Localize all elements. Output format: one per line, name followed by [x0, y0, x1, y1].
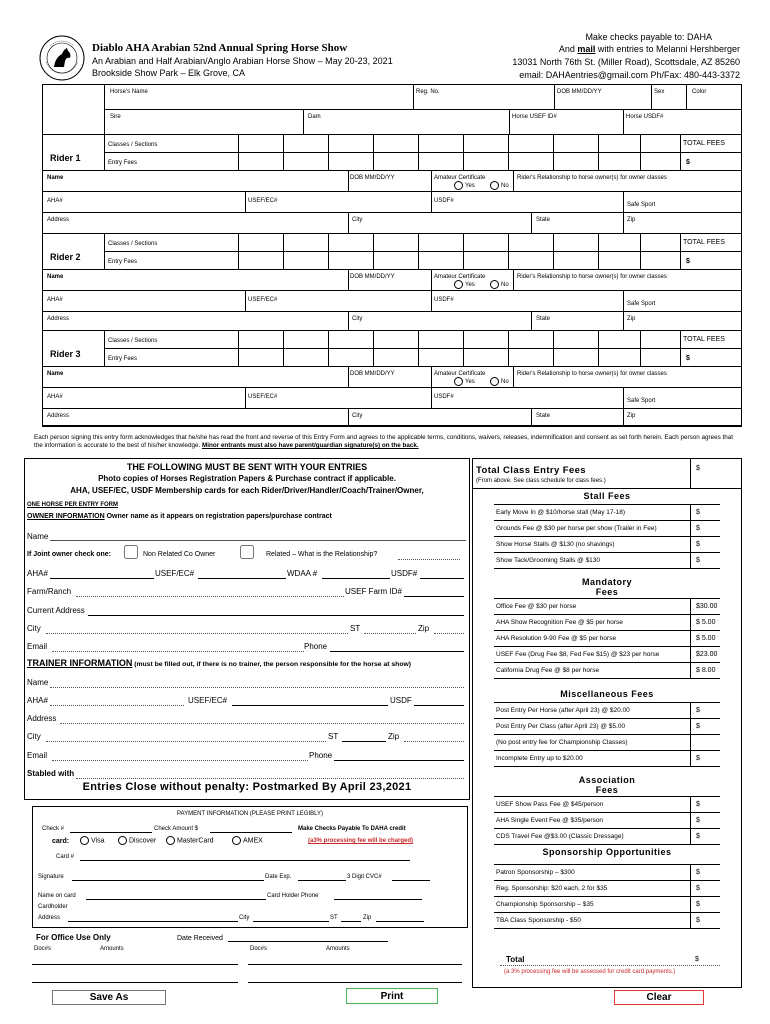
dam-label: Dam [308, 114, 321, 120]
fee-row-amount[interactable]: $ [696, 869, 700, 876]
relationship-label: Rider's Relationship to horse owner(s) for owner classes [517, 371, 667, 377]
fee-row [494, 521, 720, 537]
fee-section-title-text: Fees [595, 785, 619, 795]
trainer-phone-label: Phone [309, 751, 333, 760]
total-class-fees-note: (From above. See class schedule for class fees.) [476, 478, 606, 484]
fee-section-title [494, 845, 720, 865]
card-holder-phone-label: Card Holder Phone [267, 893, 319, 899]
check-no-label: Check # [42, 826, 65, 832]
fee-row-label: California Drug Fee @ $8 per horse [496, 667, 600, 674]
fee-row-label: AHA Resolution 9-90 Fee @ $5 per horse [496, 635, 617, 642]
rider-state-label: State [536, 413, 551, 419]
grand-total-amount: $ [695, 956, 699, 963]
owner-usef-label: USEF/EC# [155, 569, 195, 578]
fee-row-label: Show Tack/Grooming Stalls @ $130 [496, 557, 601, 564]
safe-sport-label: Safe Sport [627, 301, 656, 307]
fee-row-label: Post Entry Per Class (after April 23) @ $5.00 [496, 723, 626, 730]
fee-row-amount[interactable]: $ [696, 723, 700, 730]
one-horse-note: ONE HORSE PER ENTRY FORM [27, 502, 119, 508]
entries-close-notice: Entries Close without penalty: Postmarked By April 23,2021 [82, 781, 412, 793]
fee-row-amount[interactable]: $ [696, 541, 700, 548]
farm-label: Farm/Ranch [27, 587, 72, 596]
non-related-checkbox[interactable] [121, 545, 141, 559]
amex-option[interactable]: AMEX [232, 836, 263, 845]
rider-usef-label: USEF/EC# [248, 198, 278, 204]
amateur-cert-label: Amateur Certificate [434, 274, 486, 280]
owner-wdaa-label: WDAA # [287, 569, 318, 578]
fee-section-title-text: Mandatory [581, 577, 632, 587]
office-doc-label-2: Doc#s [250, 946, 268, 952]
rider-usdf-label: USDF# [434, 297, 454, 303]
rider-usdf-label: USDF# [434, 198, 454, 204]
classes-label: Classes / Sections [108, 142, 158, 148]
fee-row [494, 599, 720, 615]
no-radio-icon[interactable] [490, 280, 499, 289]
related-checkbox[interactable] [237, 545, 257, 559]
name-on-card-label: Name on card [38, 893, 76, 899]
cvc-label: 3 Digit CVC# [347, 874, 382, 880]
rider-state-label: State [536, 316, 551, 322]
owner-phone-label: Phone [304, 642, 328, 651]
fee-row-amount[interactable]: $ [696, 557, 700, 564]
fee-row-label: Championship Sponsorship – $35 [496, 901, 594, 908]
rider-dob-label: DOB MM/DD/YY [350, 175, 395, 181]
fee-row-label: CDS Travel Fee @$3.00 (Classic Dressage) [496, 833, 624, 840]
fee-row-amount[interactable]: $ 5.00 [696, 619, 716, 626]
rider-aha-label: AHA# [47, 198, 63, 204]
mastercard-option[interactable]: MasterCard [166, 836, 214, 845]
amateur-no-option[interactable]: No [490, 181, 509, 190]
fee-row [494, 631, 720, 647]
total-class-fees-label: Total Class Entry Fees [476, 465, 586, 476]
checks-payable: Make checks payable to: DAHA [585, 32, 712, 42]
contact-email: email: DAHAentries@gmail.com Ph/Fax: 480-443-3372 [519, 70, 740, 80]
fee-row-amount[interactable]: $30.00 [696, 603, 718, 610]
fee-row-label: USEF Show Pass Fee @ $45/person [496, 801, 604, 808]
rider-name-label: Name [47, 274, 64, 280]
no-radio-icon[interactable] [490, 181, 499, 190]
horse-usef-label: Horse USEF ID# [512, 114, 557, 120]
card-st-label: ST [330, 915, 338, 921]
total-class-fees-amount: $ [696, 465, 700, 472]
fee-row-amount[interactable]: $ 5.00 [696, 635, 716, 642]
fee-row [494, 751, 720, 767]
amex-radio-icon[interactable] [232, 836, 241, 845]
card-city-label: City [239, 915, 250, 921]
rider-name-label: Name [47, 371, 64, 377]
rider-usdf-label: USDF# [434, 394, 454, 400]
fee-row-label: Grounds Fee @ $30 per horse per show (Trailer in Fee) [496, 525, 657, 532]
fee-row [494, 813, 720, 829]
rider-aha-label: AHA# [47, 394, 63, 400]
fee-row-label: Incomplete Entry up to $20.00 [496, 755, 583, 762]
rider-name-label: Name [47, 175, 64, 181]
classes-label: Classes / Sections [108, 338, 158, 344]
office-doc-label-1: Doc#s [34, 946, 52, 952]
grand-total-label: Total [506, 955, 525, 964]
yes-radio-icon[interactable] [454, 377, 463, 386]
trainer-name-label: Name [27, 678, 49, 687]
fee-row-amount[interactable]: $ [696, 817, 700, 824]
photo-copies-note: Photo copies of Horses Registration Papers & Purchase contract if applicable. [98, 474, 396, 483]
trainer-info: TRAINER INFORMATION (must be filled out, if there is no trainer, the person responsible for the horse at show) [27, 658, 412, 668]
fee-row [494, 797, 720, 813]
total-fees-label: TOTAL FEES [683, 239, 725, 246]
fee-row-amount[interactable]: $ [696, 917, 700, 924]
payment-header: PAYMENT INFORMATION (PLEASE PRINT LEGIBLY) [176, 811, 324, 817]
owner-zip-label: Zip [418, 624, 430, 633]
fee-row-label: USEF Fee (Drug Fee $8, Fed Fee $15) @ $23 per horse [496, 651, 660, 658]
yes-radio-icon[interactable] [454, 181, 463, 190]
trainer-city-label: City [27, 732, 41, 741]
mail-address: 13031 North 76th St. (Miller Road), Scottsdale, AZ 85260 [512, 57, 740, 67]
yes-radio-icon[interactable] [454, 280, 463, 289]
no-radio-icon[interactable] [490, 377, 499, 386]
fee-row-amount[interactable]: $ [696, 885, 700, 892]
owner-name-input[interactable] [50, 530, 466, 541]
fee-row [494, 865, 720, 881]
date-received-label: Date Received [177, 935, 223, 942]
owner-trainer-box [24, 458, 470, 800]
fee-row [494, 719, 720, 735]
usef-farm-label: USEF Farm ID# [345, 587, 402, 596]
rider-zip-label: Zip [627, 413, 636, 419]
fee-row-amount[interactable]: $ [696, 833, 700, 840]
rider-address-label: Address [47, 217, 70, 223]
rider-zip-label: Zip [627, 316, 636, 322]
rider-dob-label: DOB MM/DD/YY [350, 274, 395, 280]
fee-row-label: Post Entry Per Horse (after April 23) @ $20.00 [496, 707, 630, 714]
show-title: Diablo AHA Arabian 52nd Annual Spring Horse Show [92, 42, 348, 54]
rider-label: Rider 2 [50, 252, 81, 262]
reg-no-label: Reg. No. [416, 89, 440, 95]
rider-zip-label: Zip [627, 217, 636, 223]
non-related-label: Non Related Co Owner [143, 551, 216, 558]
fee-row-label: AHA Show Recognition Fee @ $5 per horse [496, 619, 623, 626]
payable-note: Make Checks Payable To DAHA credit [298, 826, 406, 832]
amateur-cert-label: Amateur Certificate [434, 371, 486, 377]
fee-section-title-text: Fees [595, 587, 619, 597]
owner-usdf-label: USDF# [391, 569, 418, 578]
fee-row-label: TBA Class Sponsorship - $50 [496, 917, 581, 924]
amateur-yes-option[interactable]: Yes [454, 181, 475, 190]
show-location: Brookside Show Park – Elk Grove, CA [92, 68, 246, 78]
fee-row [494, 663, 720, 679]
clear-button[interactable]: Clear [614, 990, 704, 1005]
joint-owner-label: If Joint owner check one: [27, 551, 112, 558]
total-fees-dollar: $ [686, 355, 690, 362]
check-amount-label: Check Amount $ [154, 826, 199, 832]
rider-dob-label: DOB MM/DD/YY [350, 371, 395, 377]
daha-logo [38, 34, 86, 82]
fee-section-title [494, 489, 720, 505]
safe-sport-label: Safe Sport [627, 202, 656, 208]
relationship-label: Rider's Relationship to horse owner(s) for owner classes [517, 175, 667, 181]
mastercard-radio-icon[interactable] [166, 836, 175, 845]
fee-row [494, 881, 720, 897]
horse-color-label: Color [692, 89, 707, 95]
must-send-heading: THE FOLLOWING MUST BE SENT WITH YOUR ENTRIES [126, 462, 368, 472]
total-fees-label: TOTAL FEES [683, 336, 725, 343]
fee-row-amount[interactable]: $ [696, 755, 700, 762]
fee-section-title [494, 773, 720, 797]
fee-row-amount[interactable]: $ [696, 801, 700, 808]
fee-row-label: Early Move In @ $10/horse stall (May 17-18) [496, 509, 626, 516]
fee-row [494, 553, 720, 569]
amateur-no-option[interactable]: No [490, 280, 509, 289]
rider-city-label: City [352, 316, 363, 322]
relationship-label: Rider's Relationship to horse owner(s) for owner classes [517, 274, 667, 280]
card-address-label: Address [38, 915, 61, 921]
fee-row [494, 537, 720, 553]
processing-note: (a3% processing fee will be charged) [308, 838, 414, 844]
office-use-title: For Office Use Only [36, 933, 111, 942]
trainer-aha-label: AHA# [27, 696, 48, 705]
discover-option[interactable]: Discover [118, 836, 156, 845]
cardholder-label: Cardholder [38, 904, 68, 910]
trainer-usdf-label: USDF [390, 696, 412, 705]
fee-row-label: Show Horse Stalls @ $130 (no shavings) [496, 541, 615, 548]
date-exp-label: Date Exp. [265, 874, 292, 880]
trainer-zip-label: Zip [388, 732, 400, 741]
rider-usef-label: USEF/EC# [248, 394, 278, 400]
card-zip-label: Zip [363, 915, 372, 921]
show-subtitle: An Arabian and Half Arabian/Anglo Arabian Horse Show – May 20-23, 2021 [92, 56, 393, 66]
logo-seal-icon [38, 34, 86, 82]
total-fees-label: TOTAL FEES [683, 140, 725, 147]
entry-fees-label: Entry Fees [108, 356, 138, 362]
fee-row [494, 615, 720, 631]
fee-row [494, 703, 720, 719]
reg-no-input[interactable] [415, 96, 552, 108]
office-amounts-label-1: Amounts [100, 946, 124, 952]
fee-row-label: (No post entry fee for Championship Classes) [496, 739, 628, 746]
fee-row-amount[interactable]: $23.00 [696, 651, 718, 658]
rider-usef-label: USEF/EC# [248, 297, 278, 303]
rider-aha-label: AHA# [47, 297, 63, 303]
fee-row-label: Patron Sponsorship – $300 [496, 869, 575, 876]
horse-sex-label: Sex [654, 89, 665, 95]
fee-row-label: Office Fee @ $30 per horse [496, 603, 577, 610]
office-amounts-label-2: Amounts [326, 946, 350, 952]
classes-label: Classes / Sections [108, 241, 158, 247]
fee-row-amount[interactable]: $ 8.00 [696, 667, 716, 674]
trainer-email-label: Email [27, 751, 48, 760]
fee-section-title [494, 687, 720, 703]
horse-name-input[interactable] [106, 96, 411, 108]
fee-row [494, 505, 720, 521]
horse-usdf-label: Horse USDF# [626, 114, 664, 120]
signature-label: Signature [38, 874, 64, 880]
rider-state-label: State [536, 217, 551, 223]
trainer-st-label: ST [328, 732, 339, 741]
fee-row-amount[interactable]: $ [696, 525, 700, 532]
sire-label: Sire [110, 114, 121, 120]
horse-name-label: Horse's Name [110, 89, 148, 95]
fee-row-label: AHA Single Event Fee @ $35/person [496, 817, 604, 824]
rider-city-label: City [352, 217, 363, 223]
owner-email-label: Email [27, 642, 48, 651]
entry-fees-label: Entry Fees [108, 259, 138, 265]
mail-line: And mail with entries to Melanni Hershberger [558, 44, 740, 54]
rider-address-label: Address [47, 316, 70, 322]
visa-option[interactable]: Visa [80, 836, 105, 845]
fee-section-title-text: Association [578, 775, 636, 785]
fee-section-title-text: Miscellaneous Fees [560, 689, 654, 699]
trainer-address-label: Address [27, 714, 57, 723]
entry-fees-label: Entry Fees [108, 160, 138, 166]
fee-row [494, 647, 720, 663]
fee-section-title-text: Sponsorship Opportunities [542, 847, 672, 857]
amateur-yes-option[interactable]: Yes [454, 280, 475, 289]
rider-label: Rider 3 [50, 349, 81, 359]
total-fees-dollar: $ [686, 258, 690, 265]
related-label: Related – What is the Relationship? [266, 551, 378, 558]
fee-row-amount[interactable]: $ [696, 707, 700, 714]
fee-row [494, 897, 720, 913]
owner-aha-label: AHA# [27, 569, 48, 578]
amateur-yes-option[interactable]: Yes [454, 377, 475, 386]
rider-city-label: City [352, 413, 363, 419]
current-address-label: Current Address [27, 606, 85, 615]
visa-radio-icon[interactable] [80, 836, 89, 845]
owner-name-label: Name [27, 532, 49, 541]
fee-section-title-text: Stall Fees [583, 491, 631, 501]
agreement-text: Each person signing this entry form acknowledges that he/she has read the front and reverse of this Entry Form and agrees to the applicable terms, conditions, waivers, releases, indemnification and consent as set forth herein. Each person agrees that the information is accurate to the best of his/her knowledge. Minor entrants must also have parent/guardian signature(s) on the back. [34, 434, 733, 449]
fee-row-label: Reg. Sponsorship: $20 each, 2 for $35 [496, 885, 608, 892]
owner-info: OWNER INFORMATION Owner name as it appears on registration papers/purchase contract [27, 513, 332, 520]
credit-card-note: (a 3% processing fee will be assessed for credit card payments.) [504, 969, 676, 975]
fee-row-amount[interactable]: $ [696, 509, 700, 516]
membership-note: AHA, USEF/EC, USDF Membership cards for each Rider/Driver/Handler/Coach/Trainer/Owner, [70, 486, 424, 495]
owner-city-label: City [27, 624, 41, 633]
amateur-cert-label: Amateur Certificate [434, 175, 486, 181]
fee-row-amount[interactable]: $ [696, 901, 700, 908]
discover-radio-icon[interactable] [118, 836, 127, 845]
save-as-button[interactable]: Save As [52, 990, 166, 1005]
fee-row [494, 829, 720, 845]
amateur-no-option[interactable]: No [490, 377, 509, 386]
card-label: card: [52, 838, 70, 845]
total-fees-dollar: $ [686, 159, 690, 166]
horse-dob-label: DOB MM/DD/YY [557, 89, 602, 95]
owner-st-label: ST [350, 624, 361, 633]
fee-row [494, 913, 720, 929]
rider-address-label: Address [47, 413, 70, 419]
trainer-usef-label: USEF/EC# [188, 696, 228, 705]
fee-section-title [494, 575, 720, 599]
fee-row [494, 735, 720, 751]
stabled-with-label: Stabled with [27, 769, 75, 778]
safe-sport-label: Safe Sport [627, 398, 656, 404]
card-no-label: Card # [56, 854, 75, 860]
print-button[interactable]: Print [346, 988, 438, 1004]
rider-label: Rider 1 [50, 153, 81, 163]
